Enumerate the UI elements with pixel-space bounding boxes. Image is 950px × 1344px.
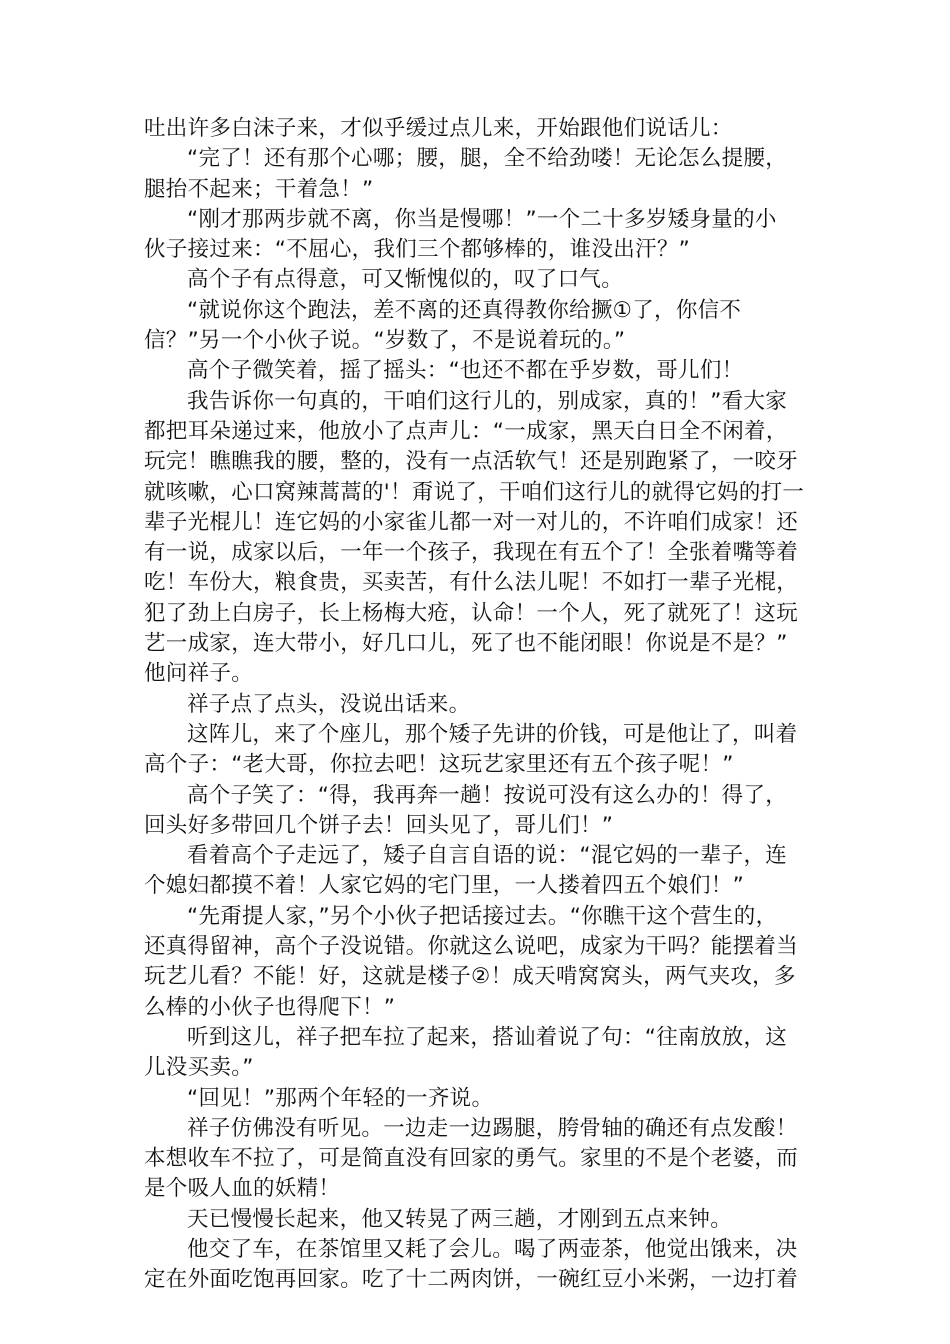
text-line: 这阵儿，来了个座儿，那个矮子先讲的价钱，可是他让了，叫着: [187, 721, 798, 747]
text-line: 有一说，成家以后，一年一个孩子，我现在有五个了！全张着嘴等着: [144, 540, 799, 566]
text-line: 高个子：“老大哥，你拉去吧！这玩艺家里还有五个孩子呢！”: [144, 752, 734, 778]
text-line: 我告诉你一句真的，干咱们这行儿的，别成家，真的！”看大家: [187, 388, 788, 414]
text-line: 看着高个子走远了，矮子自言自语的说：“混它妈的一辈子，连: [187, 843, 788, 869]
text-line: 他问祥子。: [144, 661, 254, 687]
text-line: 腿抬不起来；干着急！”: [144, 176, 374, 202]
text-line: 都把耳朵递过来，他放小了点声儿：“一成家，黑天白日全不闲着，: [144, 418, 788, 444]
text-line: 还真得留神，高个子没说错。你就这么说吧，成家为干吗？能摆着当: [144, 934, 799, 960]
text-line: 高个子微笑着，摇了摇头：“也还不都在乎岁数，哥儿们！: [187, 358, 744, 384]
text-line: “完了！还有那个心哪；腰，腿，全不给劲喽！无论怎么提腰，: [187, 146, 788, 172]
text-line: 听到这儿，祥子把车拉了起来，搭讪着说了句：“往南放放，这: [187, 1024, 788, 1050]
text-line: 祥子点了点头，没说出话来。: [187, 691, 471, 717]
text-line: 犯了劲上白房子，长上杨梅大疮，认命！一个人，死了就死了！这玩: [144, 600, 799, 626]
text-line: 高个子笑了：“得，我再奔一趟！按说可没有这么办的！得了，: [187, 782, 788, 808]
text-line: 本想收车不拉了，可是简直没有回家的勇气。家里的不是个老婆，而: [144, 1146, 799, 1172]
text-line: 定在外面吃饱再回家。吃了十二两肉饼，一碗红豆小米粥，一边打着: [144, 1267, 799, 1293]
text-line: 个媳妇都摸不着！人家它妈的宅门里，一人搂着四五个娘们！”: [144, 873, 745, 899]
text-line: “刚才那两步就不离，你当是慢哪！”一个二十多岁矮身量的小: [187, 206, 777, 232]
body-text: [144, 114, 812, 1296]
text-line: 玩完！瞧瞧我的腰，整的，没有一点活软气！还是别跑紧了，一咬牙: [144, 449, 799, 475]
text-line: 天已慢慢长起来，他又转晃了两三趟，才刚到五点来钟。: [187, 1206, 733, 1232]
text-line: 儿没买卖。”: [144, 1055, 254, 1081]
text-line: “就说你这个跑法，差不离的还真得教你给撅①了，你信不: [187, 297, 742, 323]
text-line: 辈子光棍儿！连它妈的小家雀儿都一对一对儿的，不许咱们成家！还: [144, 509, 799, 535]
text-line: “回见！”那两个年轻的一齐说。: [187, 1085, 494, 1111]
text-line: 艺一成家，连大带小，好几口儿，死了也不能闭眼！你说是不是？”: [144, 631, 788, 657]
text-line: “先甭提人家，”另个小伙子把话接过去。“你瞧干这个营生的，: [187, 903, 778, 929]
text-line: 信？”另一个小伙子说。“岁数了，不是说着玩的。”: [144, 328, 626, 354]
text-line: 玩艺儿看？不能！好，这就是楼子②！成天啃窝窝头，两气夹攻，多: [144, 964, 796, 990]
text-line: 祥子仿佛没有听见。一边走一边踢腿，胯骨轴的确还有点发酸！: [187, 1115, 798, 1141]
text-line: 回头好多带回几个饼子去！回头见了，哥儿们！”: [144, 812, 614, 838]
text-line: 高个子有点得意，可又惭愧似的，叹了口气。: [187, 267, 624, 293]
text-line: 吐出许多白沫子来，才似乎缓过点儿来，开始跟他们说话儿：: [144, 116, 733, 141]
text-line: 就咳嗽，心口窝辣蒿蒿的'！甭说了，干咱们这行儿的就得它妈的打一: [144, 479, 805, 505]
text-line: 吃！车份大，粮食贵，买卖苦，有什么法儿呢！不如打一辈子光棍，: [144, 570, 799, 596]
text-line: 是个吸人血的妖精！: [144, 1176, 341, 1202]
text-line: 他交了车，在茶馆里又耗了会儿。喝了两壶茶，他觉出饿来，决: [187, 1236, 798, 1262]
text-line: 伙子接过来：“不屈心，我们三个都够棒的，谁没出汗？”: [144, 237, 691, 263]
text-line: 么棒的小伙子也得爬下！”: [144, 994, 396, 1020]
